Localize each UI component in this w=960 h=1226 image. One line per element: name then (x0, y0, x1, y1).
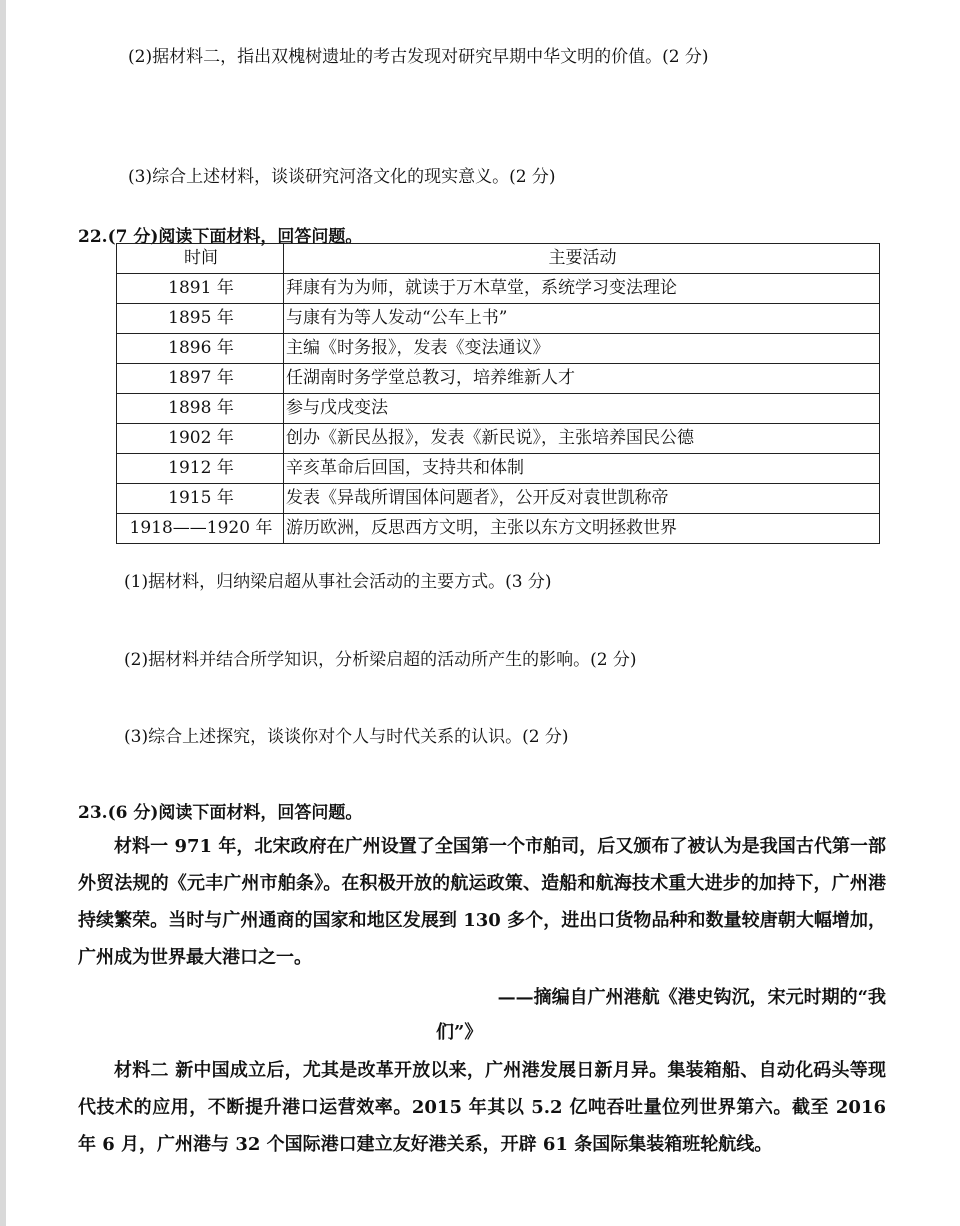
activity-cell: 拜康有为为师，就读于万木草堂，系统学习变法理论 (284, 274, 880, 304)
time-cell: 1897 年 (117, 364, 284, 394)
q21-sub3: (3)综合上述材料，谈谈研究河洛文化的现实意义。(2 分) (128, 167, 556, 187)
q22-sub1: (1)据材料，归纳梁启超从事社会活动的主要方式。(3 分) (124, 572, 552, 592)
activity-cell: 辛亥革命后回国，支持共和体制 (284, 454, 880, 484)
time-cell: 1915 年 (117, 484, 284, 514)
time-cell: 1895 年 (117, 304, 284, 334)
q23-material2: 材料二 新中国成立后，尤其是改革开放以来，广州港发展日新月异。集装箱船、自动化码头等现代技术的应用，不断提升港口运营效率。2015 年其以 5.2 亿吨吞吐量位列世界第六。截至 2016 年 6 月，广州港与 32 个国际港口建立友好港关系，开辟 61 条国际集装箱班轮航线。 (78, 1060, 886, 1155)
activity-cell: 任湖南时务学堂总教习，培养维新人才 (284, 364, 880, 394)
activity-cell: 发表《异哉所谓国体问题者》，公开反对袁世凯称帝 (284, 484, 880, 514)
table-row (117, 394, 880, 424)
col-header-activity: 主要活动 (284, 244, 880, 274)
time-cell: 1898 年 (117, 394, 284, 424)
q22-heading: 22.(7 分)阅读下面材料，回答问题。 (78, 227, 363, 247)
activity-cell: 游历欧洲，反思西方文明，主张以东方文明拯救世界 (284, 514, 880, 544)
time-cell: 1902 年 (117, 424, 284, 454)
table-header-row (117, 244, 880, 274)
table-row (117, 334, 880, 364)
table-row (117, 484, 880, 514)
q22-sub2: (2)据材料并结合所学知识，分析梁启超的活动所产生的影响。(2 分) (124, 650, 637, 670)
activity-cell: 参与戊戌变法 (284, 394, 880, 424)
page-edge-shadow (0, 0, 6, 1226)
activity-cell: 主编《时务报》，发表《变法通议》 (284, 334, 880, 364)
table-row (117, 274, 880, 304)
q22-sub3: (3)综合上述探究，谈谈你对个人与时代关系的认识。(2 分) (124, 727, 569, 747)
col-header-time: 时间 (117, 244, 284, 274)
q21-sub2: (2)据材料二，指出双槐树遗址的考古发现对研究早期中华文明的价值。(2 分) (128, 47, 709, 67)
table-row (117, 364, 880, 394)
activity-cell: 与康有为等人发动“公车上书” (284, 304, 880, 334)
q23-source-line1: ——摘编自广州港航《港史钩沉，宋元时期的“我 (497, 987, 886, 1008)
activity-table (116, 243, 880, 544)
q23-material1: 材料一 971 年，北宋政府在广州设置了全国第一个市舶司，后又颁布了被认为是我国古代第一部外贸法规的《元丰广州市舶条》。在积极开放的航运政策、造船和航海技术重大进步的加持下，广州港持续繁荣。当时与广州通商的国家和地区发展到 130 多个，进出口货物品种和数量较唐朝大幅增加，广州成为世界最大港口之一。 (78, 836, 886, 968)
time-cell: 1912 年 (117, 454, 284, 484)
q23-source-line2: 们”》 (436, 1022, 483, 1043)
table-row (117, 454, 880, 484)
activity-cell: 创办《新民丛报》，发表《新民说》，主张培养国民公德 (284, 424, 880, 454)
table-row (117, 514, 880, 544)
table-row (117, 304, 880, 334)
time-cell: 1896 年 (117, 334, 284, 364)
time-cell: 1918——1920 年 (117, 514, 284, 544)
q23-heading: 23.(6 分)阅读下面材料，回答问题。 (78, 803, 363, 823)
time-cell: 1891 年 (117, 274, 284, 304)
table-row (117, 424, 880, 454)
